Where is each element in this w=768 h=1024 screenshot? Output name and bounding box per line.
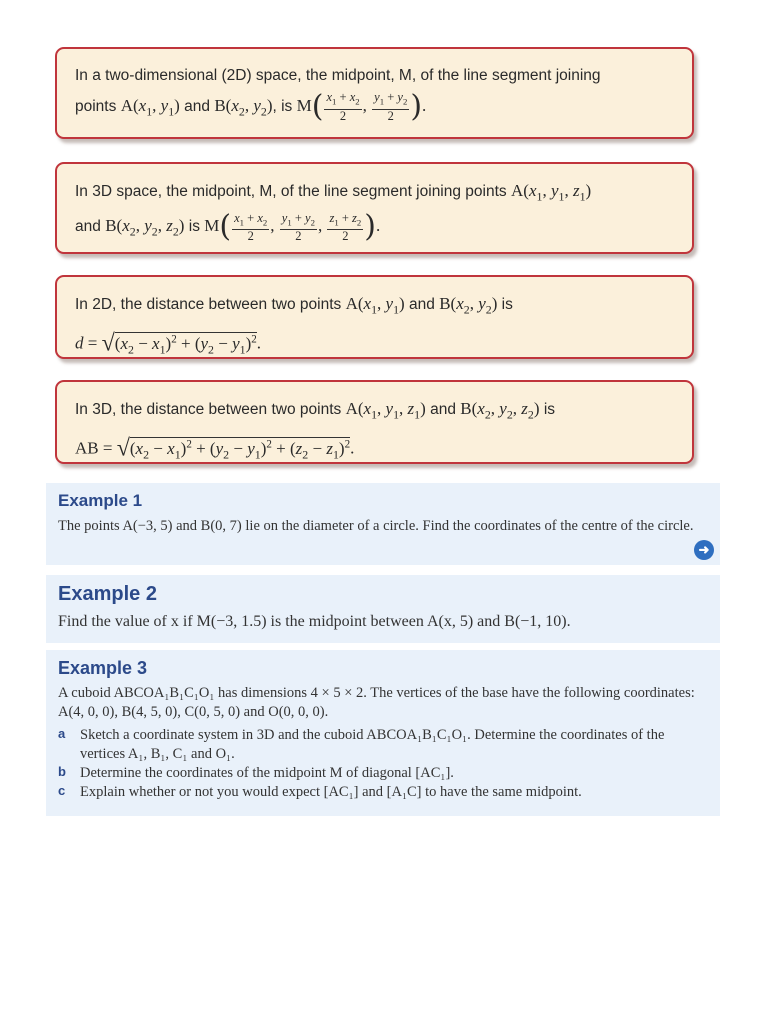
box1-line2: points $A(x_1$, $y_1$) and $B(x_2$, $y_2$), is M( $\frac{x_1 + x_2}{2}$ , $\frac{y_1 + y_2}{2}$ ). [75, 89, 427, 125]
box2-line2: and $B(x_2$, $y_2$, $z_2$) is M( $\frac{x_1 + x_2}{2}$ , $\frac{y_1 + y_2}{2}$ , $\frac{z_1 + z_2}{2}$ ). [75, 209, 381, 245]
example-2-text: Find the value of x if M(−3, 1.5) is the midpoint between A(x, 5) and B(−1, 10). [58, 613, 571, 630]
box4-line1: In 3D, the distance between two points $A(x_1$, $y_1$, $z_1$) and $B(x_2$, $y_2$, $z_2$) is [75, 399, 556, 422]
formula-box-midpoint-2d [55, 47, 694, 139]
example-3-title: Example 3 [58, 658, 148, 678]
example-3-intro: A cuboid ABCOA₁B₁C₁O₁ has dimensions 4 × 5 × 2. The vertices of the base have the following coordinates: A(4, 0, 0), B(4, 5, 0), C(0, 5, 0) and O(0, 0, 0). [58, 685, 695, 720]
box1-line1: In a two-dimensional (2D) space, the midpoint, M, of the line segment joining [75, 67, 601, 84]
box2-line1: In 3D space, the midpoint, M, of the line segment joining points $A(x_1$, $y_1$, $z_1$) [75, 181, 592, 204]
example-3-part-a: a Sketch a coordinate system in 3D and the cuboid ABCOA₁B₁C₁O₁. Determine the coordinates of the vertices A₁, B₁, C₁ and O₁. [58, 726, 665, 762]
example-1-text: The points A(−3, 5) and B(0, 7) lie on the diameter of a circle. Find the coordinates of the centre of the circle. [58, 518, 694, 534]
next-arrow-icon[interactable]: ➜ [694, 540, 714, 560]
formula-box-midpoint-3d [55, 162, 694, 254]
example-2-title: Example 2 [58, 583, 157, 605]
example-3-part-c: c Explain whether or not you would expect [AC₁] and [A₁C] to have the same midpoint. [58, 783, 582, 800]
formula-box-distance-3d [55, 380, 694, 464]
example-3 [46, 650, 720, 816]
example-3-part-b: b Determine the coordinates of the midpoint M of diagonal [AC₁]. [58, 764, 454, 781]
example-1 [46, 483, 720, 565]
box4-formula: AB = $√(x_2 - x_1)^2 + (y_2 - y_1)^2 + (z_2 - z_1)^2$. [75, 436, 355, 463]
formula-box-distance-2d [55, 275, 694, 359]
example-1-title: Example 1 [58, 491, 143, 510]
example-2 [46, 575, 720, 643]
box3-line1: In 2D, the distance between two points $A(x_1$, $y_1$) and $B(x_2$, $y_2$) is [75, 294, 513, 317]
box3-formula: $d = √(x_2 - x_1)^2 + (y_2 - y_1)^2$. [75, 331, 262, 358]
